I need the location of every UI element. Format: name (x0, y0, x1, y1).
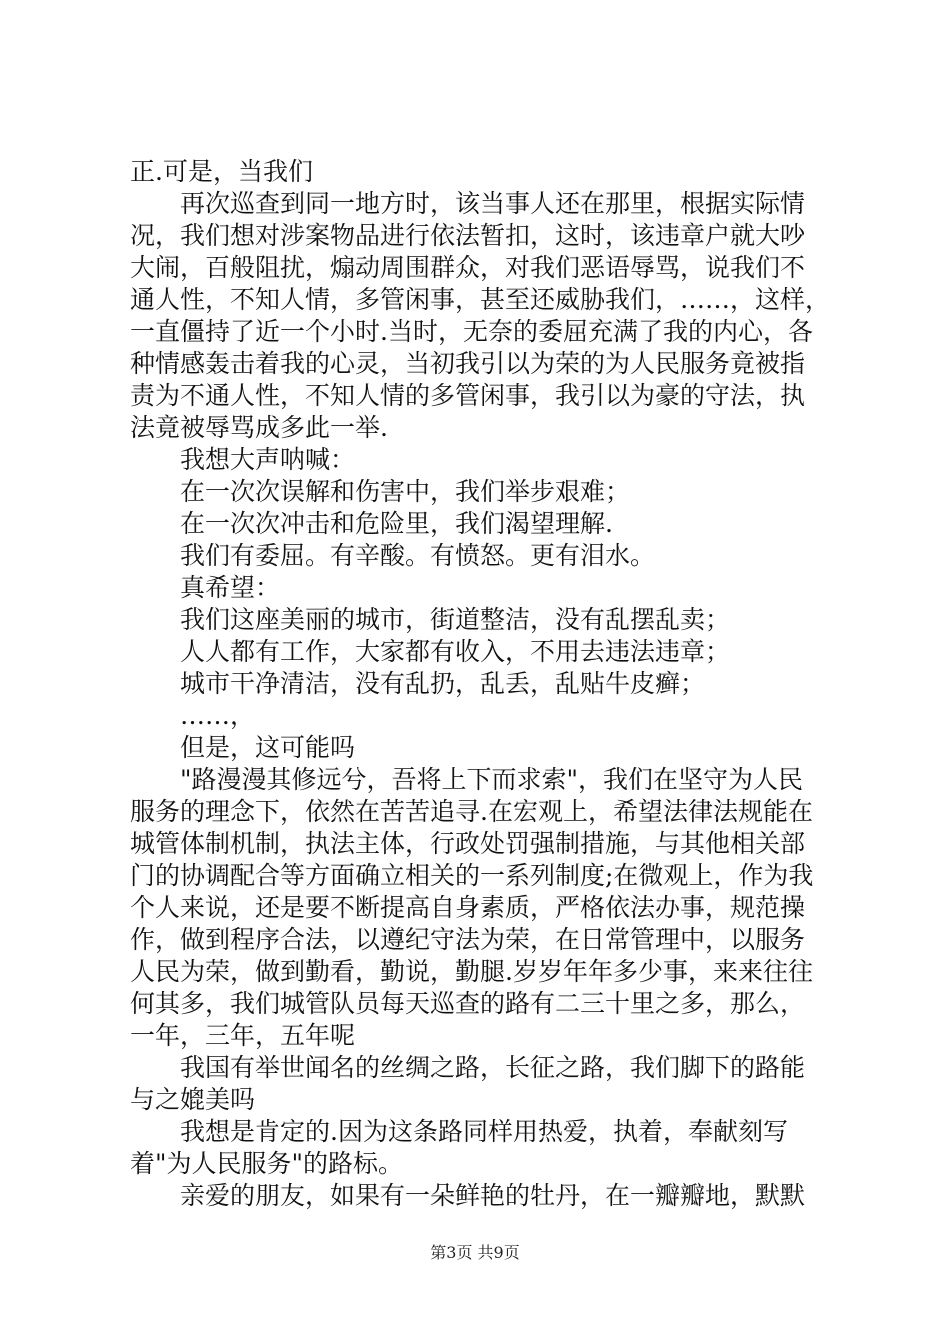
text-line: 在一次次误解和伤害中，我们举步艰难； (180, 477, 631, 506)
text-line: 亲爱的朋友，如果有一朵鲜艳的牡丹，在一瓣瓣地，默默 (180, 1181, 806, 1210)
text-line: 在一次次冲击和危险里，我们渴望理解. (180, 509, 613, 538)
text-line: 大闹，百般阻扰，煽动周围群众，对我们恶语辱骂，说我们不 (130, 253, 806, 282)
text-line: 况，我们想对涉案物品进行依法暂扣，这时，该违章户就大吵 (130, 221, 806, 250)
text-line: 我国有举世闻名的丝绸之路，长征之路，我们脚下的路能 (180, 1053, 806, 1082)
text-line: 种情感轰击着我的心灵，当初我引以为荣的为人民服务竟被指 (130, 349, 806, 378)
text-line: "路漫漫其修远兮，吾将上下而求索"，我们在坚守为人民 (180, 765, 804, 794)
text-line: 责为不通人性，不知人情的多管闲事，我引以为豪的守法，执 (130, 381, 806, 410)
text-line: 个人来说，还是要不断提高自身素质，严格依法办事，规范操 (130, 893, 806, 922)
text-line: 法竟被辱骂成多此一举. (130, 413, 388, 442)
document-body (130, 156, 840, 1212)
text-line: 人人都有工作，大家都有收入，不用去违法违章； (180, 637, 731, 666)
text-line: 但是，这可能吗 (180, 733, 356, 762)
text-line: 服务的理念下，依然在苦苦追寻.在宏观上，希望法律法规能在 (130, 797, 813, 826)
text-line: 正.可是，当我们 (130, 157, 313, 186)
text-line: 作，做到程序合法，以遵纪守法为荣，在日常管理中，以服务 (130, 925, 806, 954)
text-line: 我们有委屈。有辛酸。有愤怒。更有泪水。 (180, 541, 656, 570)
text-line: 人民为荣，做到勤看，勤说，勤腿.岁岁年年多少事，来来往往 (130, 957, 813, 986)
text-line: 一直僵持了近一个小时.当时，无奈的委屈充满了我的内心，各 (130, 317, 813, 346)
text-line: 门的协调配合等方面确立相关的一系列制度;在微观上，作为我 (130, 861, 814, 890)
text-line: 何其多，我们城管队员每天巡查的路有二三十里之多，那么， (130, 989, 806, 1018)
text-line: 与之媲美吗 (130, 1085, 256, 1114)
text-line: 我想大声呐喊： (180, 445, 356, 474)
text-line: 通人性，不知人情，多管闲事，甚至还威胁我们，……，这样， (130, 285, 831, 314)
page-footer: 第3页 共9页 (430, 1243, 520, 1262)
text-line: 再次巡查到同一地方时，该当事人还在那里，根据实际情 (180, 189, 806, 218)
text-line: 城管体制机制，执法主体，行政处罚强制措施，与其他相关部 (130, 829, 806, 858)
text-line: 真希望： (180, 573, 281, 602)
text-line: 我们这座美丽的城市，街道整洁，没有乱摆乱卖； (180, 605, 731, 634)
text-line: 城市干净清洁，没有乱扔，乱丢，乱贴牛皮癣； (180, 669, 706, 698)
text-line: 一年，三年，五年呢 (130, 1021, 356, 1050)
text-line: ……， (180, 701, 256, 730)
text-line: 着"为人民服务"的路标。 (130, 1149, 403, 1178)
text-line: 我想是肯定的.因为这条路同样用热爱，执着，奉献刻写 (180, 1117, 788, 1146)
